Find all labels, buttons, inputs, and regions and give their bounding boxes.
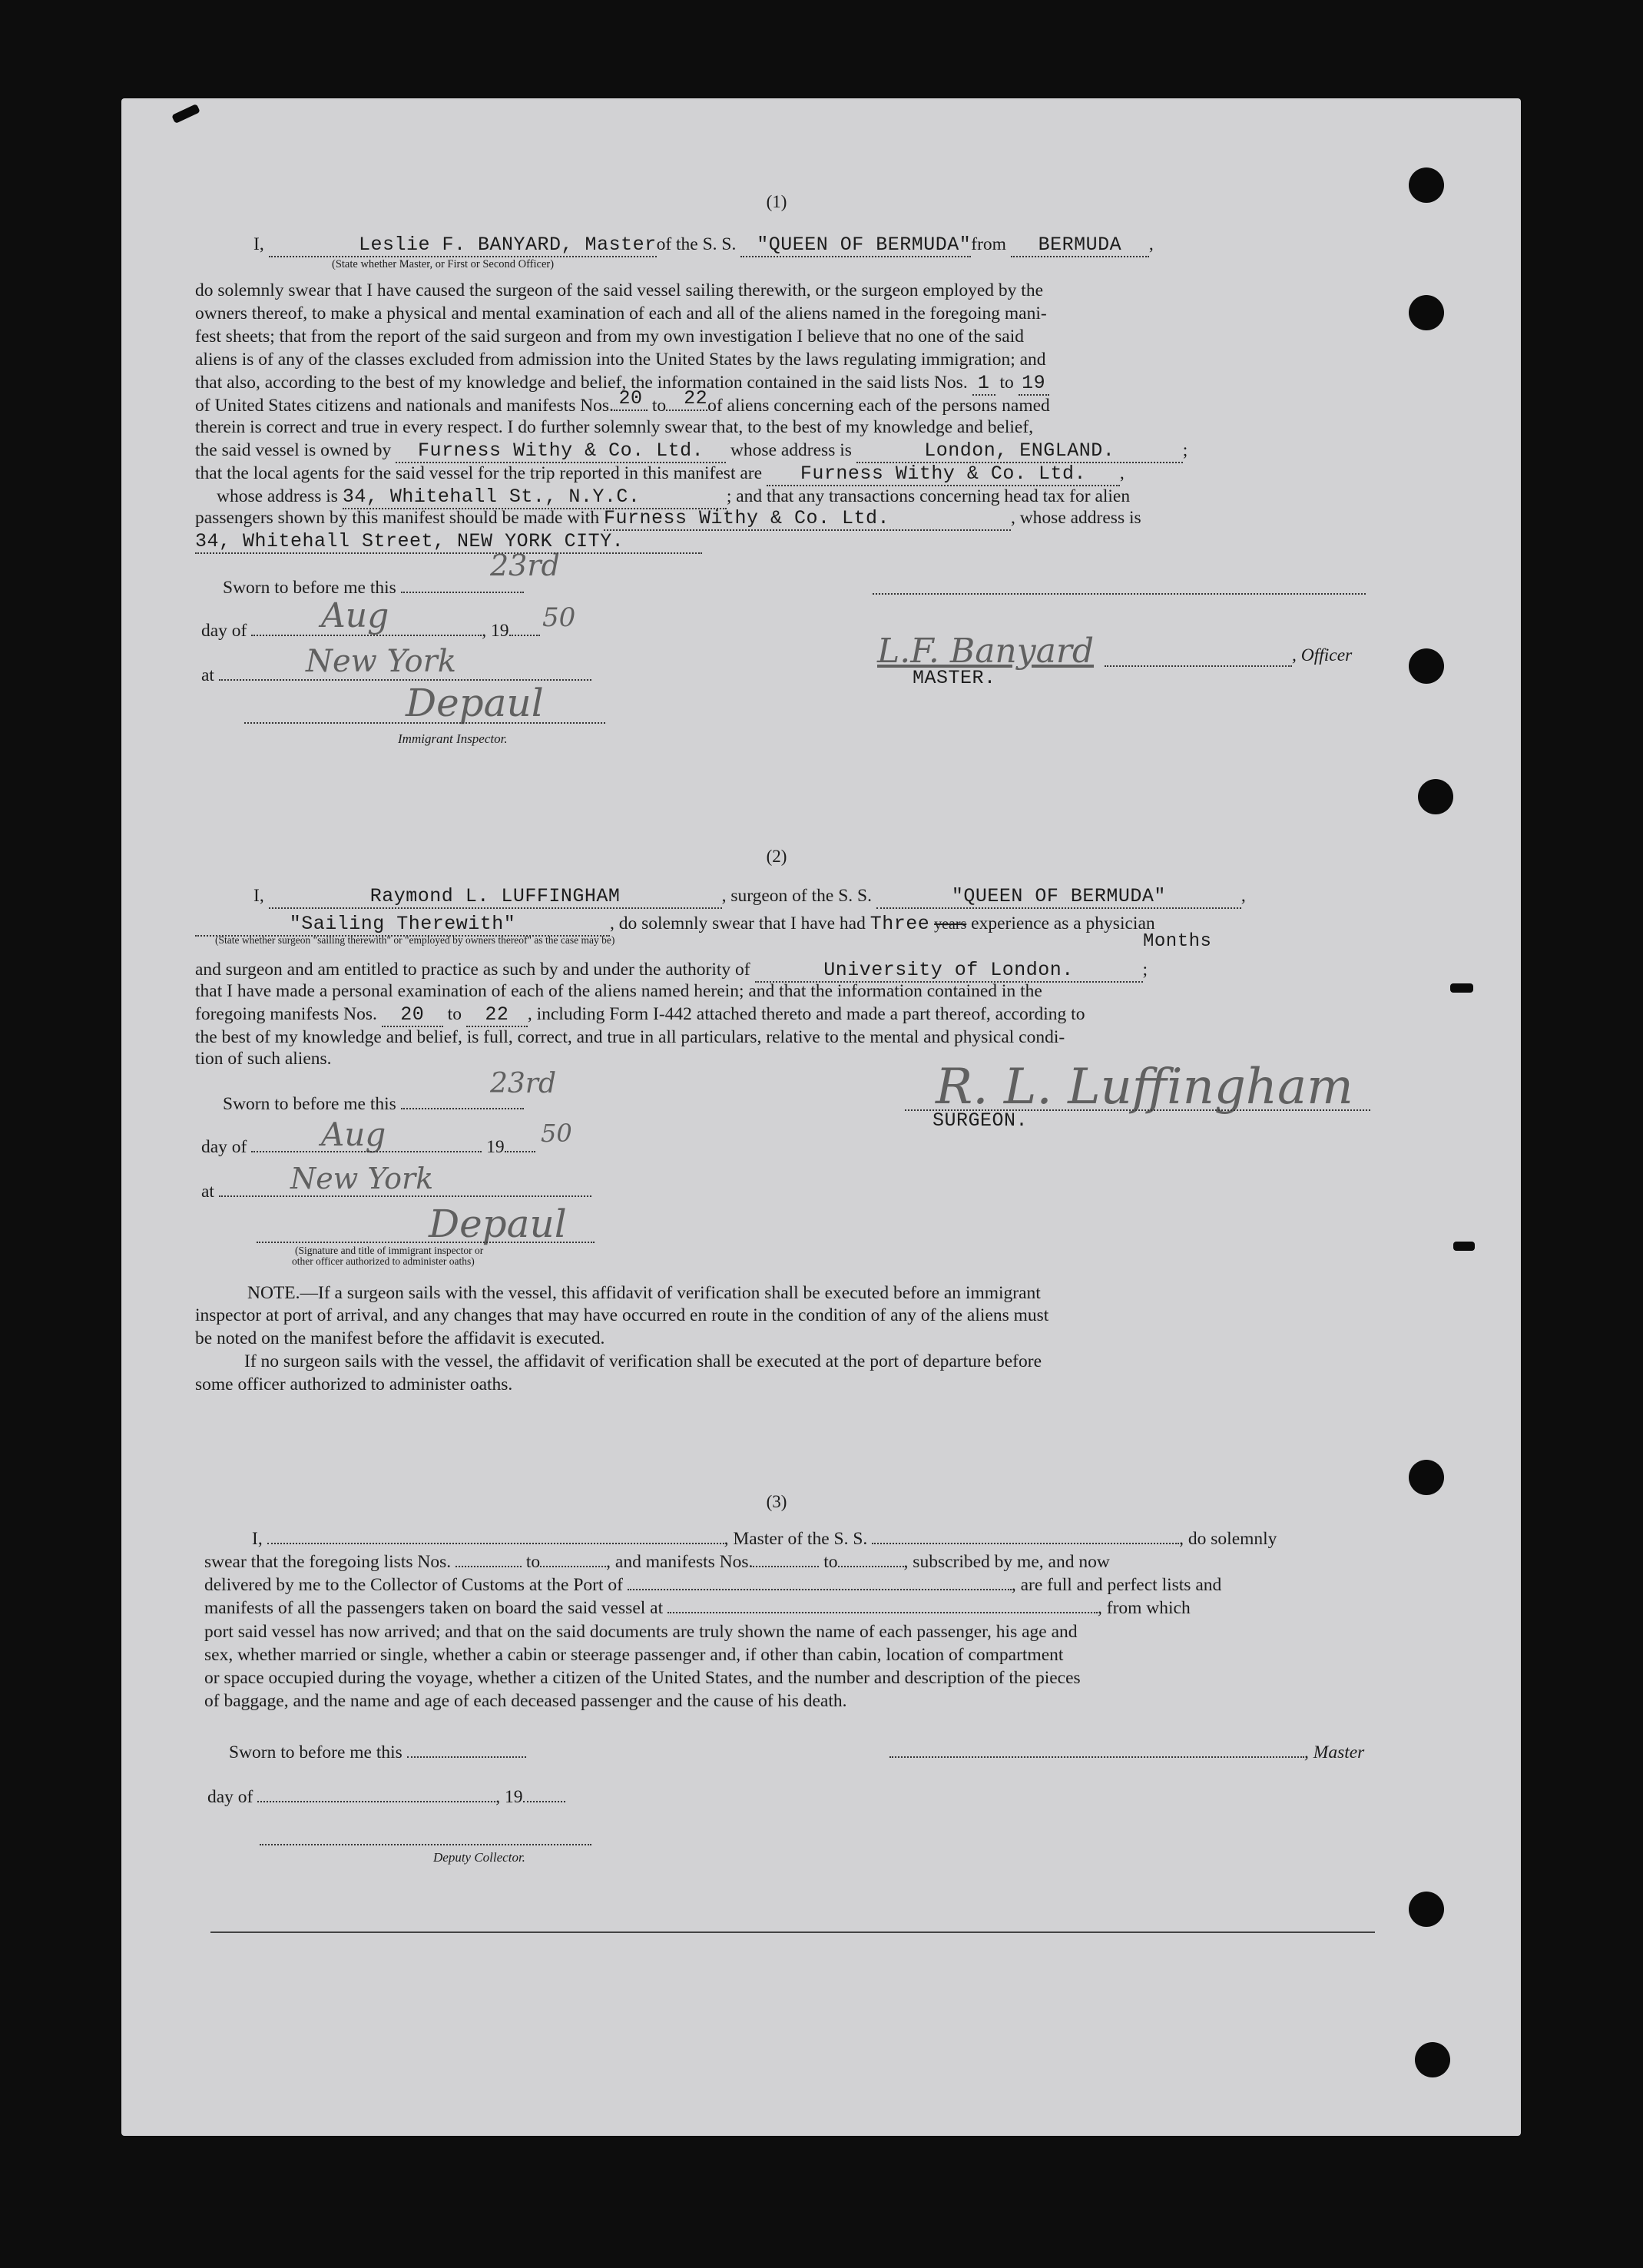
agents-address: 34, Whitehall St., N.Y.C. xyxy=(343,486,727,509)
manifests-line: of United States citizens and nationals and manifests Nos. 20 to 22of aliens concerning each of the persons named xyxy=(195,387,1050,416)
edge-mark xyxy=(1453,1242,1475,1251)
punch-hole xyxy=(1409,648,1444,684)
s3-line: sex, whether married or single, whether a cabin or steerage passenger and, if other than cabin, location of compartment xyxy=(204,1645,1064,1665)
sig-hint: other officer authorized to administer oaths) xyxy=(292,1255,475,1267)
surgeon-ship: "QUEEN OF BERMUDA" xyxy=(876,885,1241,909)
head-tax-agent: Furness Withy & Co. Ltd. xyxy=(604,507,1011,531)
head-tax-address-line xyxy=(195,530,702,554)
sailing-status: "Sailing Therewith" xyxy=(195,913,610,937)
experience-unit: Months xyxy=(1143,931,1212,952)
s3-line: of baggage, and the name and age of each deceased passenger and the cause of his death. xyxy=(204,1691,847,1711)
surgeon-line: I, Raymond L. LUFFINGHAM , surgeon of the S. S. "QUEEN OF BERMUDA" , xyxy=(253,885,1246,907)
section-number: (3) xyxy=(766,1492,787,1511)
agents: Furness Withy & Co. Ltd. xyxy=(767,463,1120,486)
bottom-rule xyxy=(210,1931,1375,1933)
edge-mark xyxy=(171,104,200,124)
month-handwriting: Aug xyxy=(321,596,389,635)
deputy-collector-label: Deputy Collector. xyxy=(433,1850,525,1865)
edge-mark xyxy=(1450,983,1473,993)
s3-line: I, , Master of the S. S. , do solemnly xyxy=(252,1529,1277,1549)
s2-month-handwriting: Aug xyxy=(321,1116,386,1153)
lists-to: 19 xyxy=(1019,372,1049,396)
note-line: be noted on the manifest before the affidavit is executed. xyxy=(195,1328,605,1348)
s3-line: delivered by me to the Collector of Customs at the Port of , are full and perfect lists and xyxy=(204,1575,1222,1595)
punch-hole xyxy=(1418,779,1453,814)
s2-manifests-line: foregoing manifests Nos. 20 to 22 , including Form I-442 attached thereto and made a part thereof, according to xyxy=(195,1003,1085,1026)
surgeon-title: SURGEON. xyxy=(932,1109,1029,1132)
officer-title: MASTER. xyxy=(913,667,996,689)
s3-line: port said vessel has now arrived; and that on the said documents are truly shown the name of each passenger, his age and xyxy=(204,1622,1078,1642)
head-tax-address: 34, Whitehall Street, NEW YORK CITY. xyxy=(195,530,702,554)
note-line: some officer authorized to administer oaths. xyxy=(195,1374,513,1394)
head-tax-line: passengers shown by this manifest should be made with Furness Withy & Co. Ltd. , whose address is xyxy=(195,507,1141,529)
officer-label: , Officer xyxy=(1292,645,1353,665)
lists-line: that also, according to the best of my knowledge and belief, the information contained in the said lists Nos. 1 to 19 xyxy=(195,372,1049,396)
note-line: inspector at port of arrival, and any changes that may have occurred en route in the condition of any of the aliens must xyxy=(195,1305,1049,1325)
s3-sworn-line: Sworn to before me this xyxy=(229,1742,526,1763)
s2-place-handwriting: New York xyxy=(290,1162,434,1195)
s1-line: therein is correct and true in every respect. I do further solemnly swear that, to the best of my knowledge and belief, xyxy=(195,417,1034,437)
s2-line: tion of such aliens. xyxy=(195,1049,332,1069)
surgeon-name: Raymond L. LUFFINGHAM xyxy=(269,885,722,909)
s1-line: do solemnly swear that I have caused the surgeon of the said vessel sailing therewith, or the surgeon employed by the xyxy=(195,280,1044,300)
year-handwriting: 50 xyxy=(542,602,576,633)
s2-sworn-line: Sworn to before me this xyxy=(223,1094,524,1115)
punch-hole xyxy=(1415,2042,1450,2077)
note-line: If no surgeon sails with the vessel, the affidavit of verification shall be executed at the port of departure before xyxy=(244,1351,1042,1371)
lists-from: 1 xyxy=(972,372,995,396)
place-handwriting: New York xyxy=(306,644,456,679)
manifest-page xyxy=(121,98,1521,2136)
s1-line: aliens is of any of the classes excluded from admission into the United States by the laws regulating immigration; and xyxy=(195,350,1046,370)
s2-sworn-day-handwriting: 23rd xyxy=(490,1068,557,1099)
punch-hole xyxy=(1409,295,1444,330)
s2-manifest-to: 22 xyxy=(466,1003,528,1027)
s3-line: or space occupied during the voyage, whether a citizen of the United States, and the number and description of the pieces xyxy=(204,1668,1081,1688)
s3-line: manifests of all the passengers taken on board the said vessel at , from which xyxy=(204,1598,1191,1618)
s2-line: that I have made a personal examination of each of the aliens named herein; and that the information contained in the xyxy=(195,981,1042,1001)
manifest-from: 20 xyxy=(614,387,648,411)
experience-amount: Three xyxy=(870,913,930,935)
master-hint: (State whether Master, or First or Second Officer) xyxy=(332,258,555,270)
note-line: NOTE.—If a surgeon sails with the vessel, this affidavit of verification shall be executed before an immigrant xyxy=(247,1283,1041,1303)
s2-inspector-signature: Depaul xyxy=(429,1202,567,1246)
s2-year-handwriting: 50 xyxy=(541,1119,572,1148)
struck-years: years xyxy=(934,916,967,933)
master-name: Leslie F. BANYARD, Master xyxy=(269,234,657,257)
agents-line: that the local agents for the said vessel for the trip reported in this manifest are Furness Withy & Co. Ltd. , xyxy=(195,463,1125,485)
s2-day-of-line: day of 19 xyxy=(201,1137,535,1158)
inspector-signature: Depaul xyxy=(406,681,544,725)
s3-day-of-line: day of , 19 xyxy=(207,1787,565,1808)
manifest-to: 22 xyxy=(666,387,707,411)
s3-master-line: , Master xyxy=(889,1742,1364,1763)
punch-hole xyxy=(1409,167,1444,203)
inspector-label: Immigrant Inspector. xyxy=(398,731,508,746)
s2-at-line: at xyxy=(201,1182,591,1202)
s1-line: fest sheets; that from the report of the said surgeon and from my own investigation I believe that no one of the said xyxy=(195,327,1024,346)
punch-hole xyxy=(1409,1892,1444,1927)
officer-signature: L.F. Banyard xyxy=(877,632,1095,671)
s1-line: owners thereof, to make a physical and mental examination of each and all of the aliens named in the foregoing mani- xyxy=(195,303,1047,323)
from-place: BERMUDA xyxy=(1011,234,1149,257)
note-label: NOTE. xyxy=(247,1283,300,1303)
s2-manifest-from: 20 xyxy=(382,1003,443,1027)
s2-line: the best of my knowledge and belief, is full, correct, and true in all particulars, relative to the mental and physical condi- xyxy=(195,1027,1065,1047)
agents-address-line: whose address is 34, Whitehall St., N.Y.C. ; and that any transactions concerning head tax for alien xyxy=(217,486,1131,508)
sailing-hint: (State whether surgeon "sailing therewith" or "employed by owners thereof" as the case may be) xyxy=(215,934,615,946)
punch-hole xyxy=(1409,1460,1444,1495)
owner-address: London, ENGLAND. xyxy=(856,439,1183,463)
master-line: I, Leslie F. BANYARD, Masterof the S. S. "QUEEN OF BERMUDA"from BERMUDA , xyxy=(253,234,1154,256)
section-number: (2) xyxy=(766,847,787,866)
ship-name: "QUEEN OF BERMUDA" xyxy=(740,234,971,257)
section-number: (1) xyxy=(766,192,787,211)
surgeon-signature: R. L. Luffingham xyxy=(936,1059,1353,1116)
at-line: at xyxy=(201,665,591,686)
owner: Furness Withy & Co. Ltd. xyxy=(396,439,726,463)
sworn-line: Sworn to before me this xyxy=(223,578,524,598)
authority: University of London. xyxy=(755,959,1143,983)
owner-line: the said vessel is owned by Furness Withy & Co. Ltd. whose address is London, ENGLAND. ; xyxy=(195,439,1188,462)
authority-line: and surgeon and am entitled to practice as such by and under the authority of University of London. ; xyxy=(195,959,1148,981)
sworn-day-handwriting: 23rd xyxy=(490,549,560,582)
sig-hint: (Signature and title of immigrant inspector or xyxy=(295,1245,484,1256)
sailing-line: "Sailing Therewith" , do solemnly swear that I have had Three years experience as a physician xyxy=(195,913,1155,937)
day-of-line: day of , 19 xyxy=(201,621,540,642)
s3-line: swear that the foregoing lists Nos. to , and manifests Nos. to , subscribed by me, and now xyxy=(204,1552,1110,1572)
